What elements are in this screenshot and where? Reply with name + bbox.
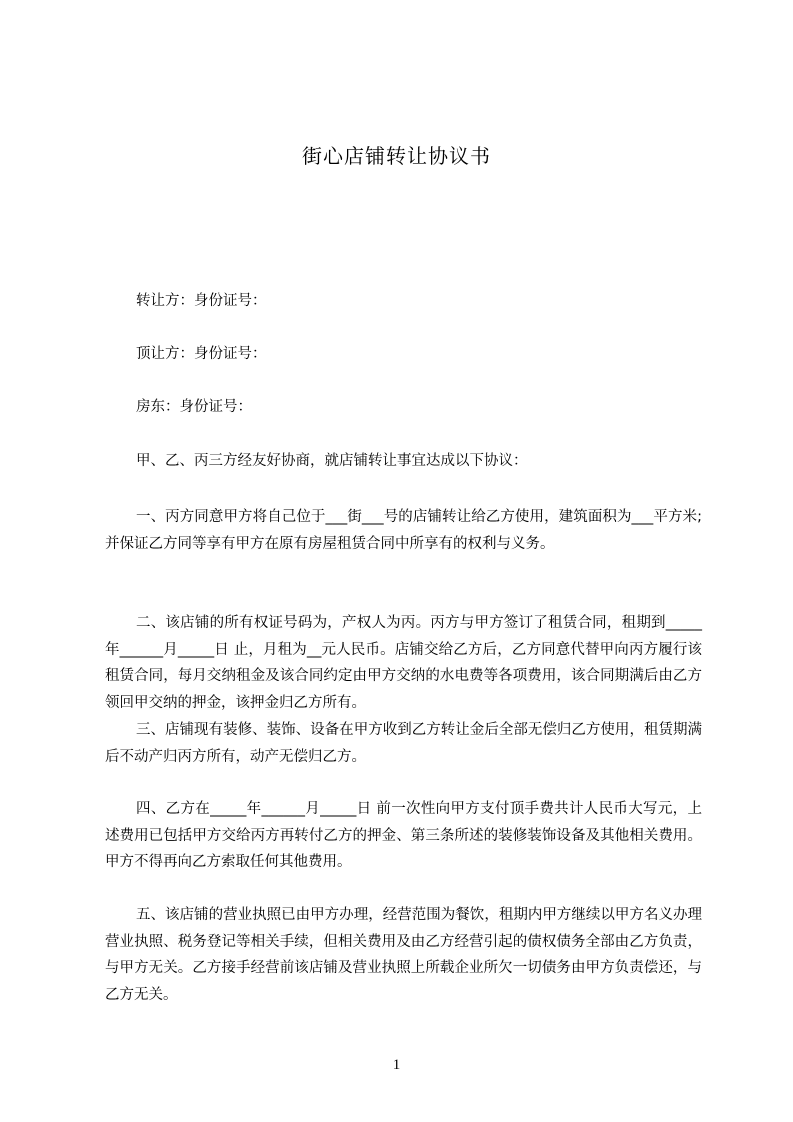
clause-1: 一、丙方同意甲方将自己位于___街___号的店铺转让给乙方使用，建筑面积为___平方米;并保证乙方同等享有甲方在原有房屋租赁合同中所享有的权利与义务。 bbox=[105, 509, 702, 552]
clause-4: 四、乙方在_____年______月_____日 前一次性向甲方支付顶手费共计人民币大写元，上述费用已包括甲方交给丙方再转付乙方的押金、第三条所述的装修装饰设备及其他相关费用。甲方不得再向乙方索取任何其他费用。 bbox=[105, 801, 702, 870]
intro-line: 甲、乙、丙三方经友好协商，就店铺转让事宜达成以下协议： bbox=[136, 453, 528, 469]
clause-5: 五、该店铺的营业执照已由甲方办理，经营范围为餐饮，租期内甲方继续以甲方名义办理营业执照、税务登记等相关手续，但相关费用及由乙方经营引起的债权债务全部由乙方负责，与甲方无关。乙方接手经营前该店铺及营业执照上所载企业所欠一切债务由甲方负责偿还，与乙方无关。 bbox=[105, 907, 702, 1003]
document-title: 街心店铺转让协议书 bbox=[302, 144, 491, 168]
clause-2: 二、该店铺的所有权证号码为，产权人为丙。丙方与甲方签订了租赁合同，租期到_____年______月_____日 止，月租为__元人民币。店铺交给乙方后，乙方同意代替甲向丙方履行该租赁合同，每月交纳租金及该合同约定由甲方交纳的水电费等各项费用，该合同期满后由乙方领回甲交纳的押金，该押金归乙方所有。 bbox=[105, 615, 702, 711]
clause-3: 三、店铺现有装修、装饰、设备在甲方收到乙方转让金后全部无偿归乙方使用，租赁期满后不动产归丙方所有，动产无偿归乙方。 bbox=[105, 722, 702, 765]
transferee-line: 顶让方：身份证号： bbox=[136, 346, 267, 362]
page-number: 1 bbox=[392, 1057, 401, 1073]
landlord-line: 房东：身份证号： bbox=[136, 399, 252, 415]
transferor-line: 转让方：身份证号： bbox=[136, 293, 267, 309]
